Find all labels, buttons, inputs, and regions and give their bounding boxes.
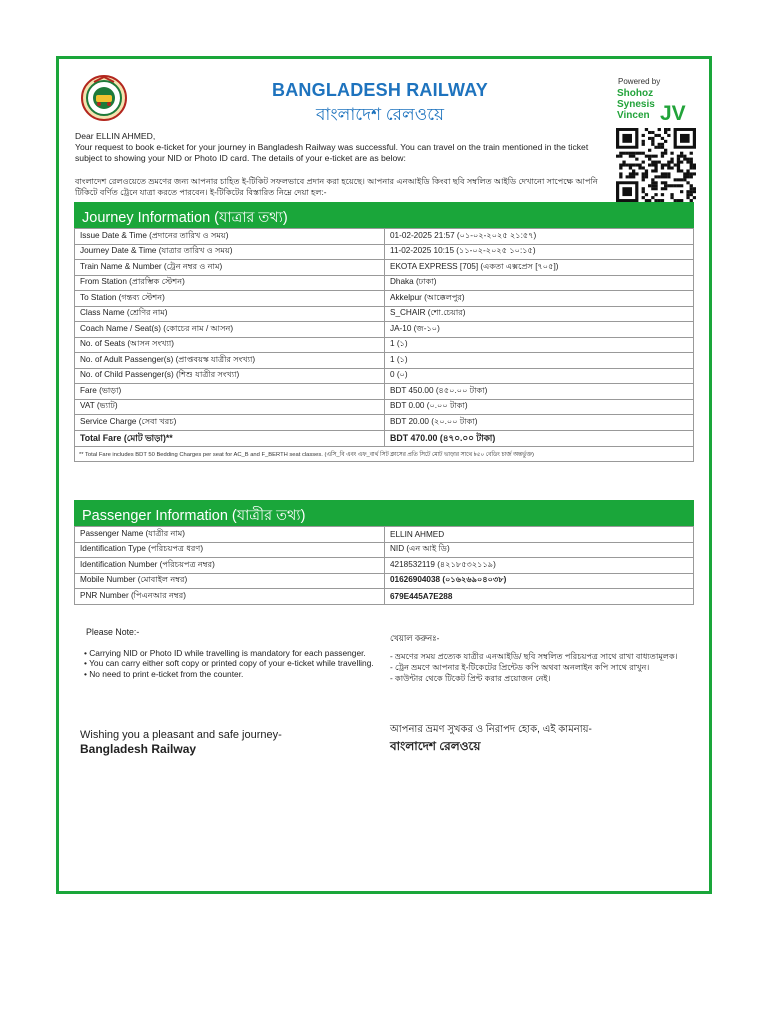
railway-emblem-icon [80,74,128,122]
row-label: From Station (প্রারম্ভিক স্টেশন) [75,275,385,291]
row-label: PNR Number (পিএনআর নম্বর) [75,589,385,605]
row-label: No. of Seats (আসন সংখ্যা) [75,337,385,353]
row-label: Mobile Number (মোবাইল নম্বর) [75,573,385,589]
row-value: EKOTA EXPRESS [705] (একতা এক্সপ্রেস [৭০৫]) [385,260,694,276]
brand-line-1: Shohoz [617,88,654,99]
note-list-en [84,648,374,679]
intro-body-bn: বাংলাদেশ রেলওয়েতে ভ্রমণের জন্য আপনার চাহিত ই-টিকিট সফলভাবে প্রদান করা হয়েছে। আপনার এনআইডি কিংবা ছবি সম্বলিত আইডি দেখানো সাপেক্ষে আপনি টিকিটে বর্ণিত ট্রেনে যাত্রা করতে পারবেন। ই-টিকিটের বিস্তারিত নিম্নে দেয়া হল:- [75,177,598,197]
row-label: To Station (গন্তব্য স্টেশন) [75,291,385,307]
row-value: Akkelpur (আক্কেলপুর) [385,291,694,307]
row-label: Class Name (শ্রেণির নাম) [75,306,385,322]
row-value: BDT 450.00 (৪৫০.০০ টাকা) [385,384,694,400]
note-item: - ভ্রমণের সময় প্রত্যেক যাত্রীর এনআইডি/ ছবি সম্বলিত পরিচয়পত্র সাথে রাখা বাধ্যতামূলক। [390,652,678,661]
row-value: NID (এন আই ডি) [385,542,694,558]
note-title-bn: খেয়াল করুনঃ- [390,633,440,643]
brand-line-2: Synesis [617,99,655,110]
brand-name [617,88,655,121]
row-value: 1 (১) [385,337,694,353]
intro-body-en: Your request to book e-ticket for your journey in Bangladesh Railway was successful. You can travel on the train mentioned in the ticket subject to showing your NID or Photo ID card. The details of your e-ticket are as below: [75,141,589,163]
row-value: S_CHAIR (শো.চেয়ার) [385,306,694,322]
row-label: Train Name & Number (ট্রেন নম্বর ও নাম) [75,260,385,276]
row-label: No. of Child Passenger(s) (শিশু যাত্রীর সংখ্যা) [75,368,385,384]
intro-message [75,131,615,163]
greeting: Dear ELLIN AHMED, [75,131,156,141]
journey-info-table [74,228,694,447]
row-label: VAT (ভ্যাট) [75,399,385,415]
table-row [75,322,694,338]
note-list-bn [390,651,690,684]
row-label: Journey Date & Time (যাত্রার তারিখ ও সময়) [75,244,385,260]
closing-wish-bn: আপনার ভ্রমণ সুখকর ও নিরাপদ হোক, এই কামনায়- [390,724,592,735]
table-row [75,291,694,307]
row-value: 01626904038 (০১৬২৬৯০৪০৩৮) [385,573,694,589]
table-row [75,589,694,605]
table-row [75,229,694,245]
row-label: Fare (ভাড়া) [75,384,385,400]
row-value: BDT 20.00 (২০.০০ টাকা) [385,415,694,431]
row-value: BDT 0.00 (০.০০ টাকা) [385,399,694,415]
table-row [75,368,694,384]
railway-title-en: BANGLADESH RAILWAY [272,80,488,100]
passenger-info-heading: Passenger Information (যাত্রীর তথ্য) [74,500,694,526]
row-value: Dhaka (ঢাকা) [385,275,694,291]
table-row [75,558,694,574]
row-label: Issue Date & Time (প্রদানের তারিখ ও সময়) [75,229,385,245]
row-value: 4218532119 (৪২১৮৫৩২১১৯) [385,558,694,574]
table-row [75,430,694,446]
row-label: No. of Adult Passenger(s) (প্রাপ্তবয়স্ক যাত্রীর সংখ্যা) [75,353,385,369]
row-value: 01-02-2025 21:57 (০১-০২-২০২৫ ২১:৫৭) [385,229,694,245]
powered-by-label: Powered by [618,77,661,86]
row-label: Total Fare (মোট ভাড়া)** [75,430,385,446]
table-row [75,573,694,589]
row-value: BDT 470.00 (৪৭০.০০ টাকা) [385,430,694,446]
brand-jv: JV [660,102,686,125]
note-item: • You can carry either soft copy or printed copy of your e-ticket while travelling. [84,658,374,669]
note-title-en: Please Note:- [86,627,140,637]
row-value: 1 (১) [385,353,694,369]
row-label: Coach Name / Seat(s) (কোচের নাম / আসন) [75,322,385,338]
row-value: JA-10 (জ-১০) [385,322,694,338]
table-row [75,275,694,291]
note-item: • No need to print e-ticket from the counter. [84,668,244,679]
row-label: Passenger Name (যাত্রীর নাম) [75,527,385,543]
table-row [75,527,694,543]
table-row [75,399,694,415]
closing-signature-en: Bangladesh Railway [80,742,197,756]
row-label: Identification Type (পরিচয়পত্র ধরণ) [75,542,385,558]
row-value: 11-02-2025 10:15 (১১-০২-২০২৫ ১০:১৫) [385,244,694,260]
table-row [75,306,694,322]
note-item: - ট্রেন ভ্রমণে আপনার ই-টিকেটের প্রিন্টেড কপি অথবা অনলাইন কপি সাথে রাখুন। [390,663,650,672]
table-row [75,244,694,260]
brand-line-3: Vincen [617,110,650,121]
table-row [75,384,694,400]
note-item: • Carrying NID or Photo ID while travelling is mandatory for each passenger. [84,648,366,658]
row-label: Service Charge (সেবা খরচ) [75,415,385,431]
railway-title-bn: বাংলাদেশ রেলওয়ে [315,105,445,124]
row-value: 679E445A7E288 [385,589,694,605]
table-row [75,260,694,276]
row-value: 0 (০) [385,368,694,384]
note-item: - কাউন্টার থেকে টিকেট প্রিন্ট করার প্রয়োজন নেই। [390,674,551,683]
journey-info-heading: Journey Information (যাত্রার তথ্য) [74,202,694,228]
closing-signature-bn: বাংলাদেশ রেলওয়ে [390,739,481,753]
table-row [75,337,694,353]
row-value: ELLIN AHMED [385,527,694,543]
passenger-info-table [74,526,694,605]
row-label: Identification Number (পরিচয়পত্র নম্বর) [75,558,385,574]
table-row [75,542,694,558]
table-row [75,415,694,431]
closing-wish-en: Wishing you a pleasant and safe journey- [80,729,282,741]
table-row [75,353,694,369]
fare-footnote: ** Total Fare includes BDT 50 Bedding Charges per seat for AC_B and F_BERTH seat classes. (এসি_বি এবং এফ_বার্থ সিট ক্লাসের প্রতি সিটে মোট ভাড়ার সাথে ৳৫০ বেডিং চার্জ অন্তর্ভুক্ত) [74,447,694,462]
qr-code-icon [616,128,696,202]
